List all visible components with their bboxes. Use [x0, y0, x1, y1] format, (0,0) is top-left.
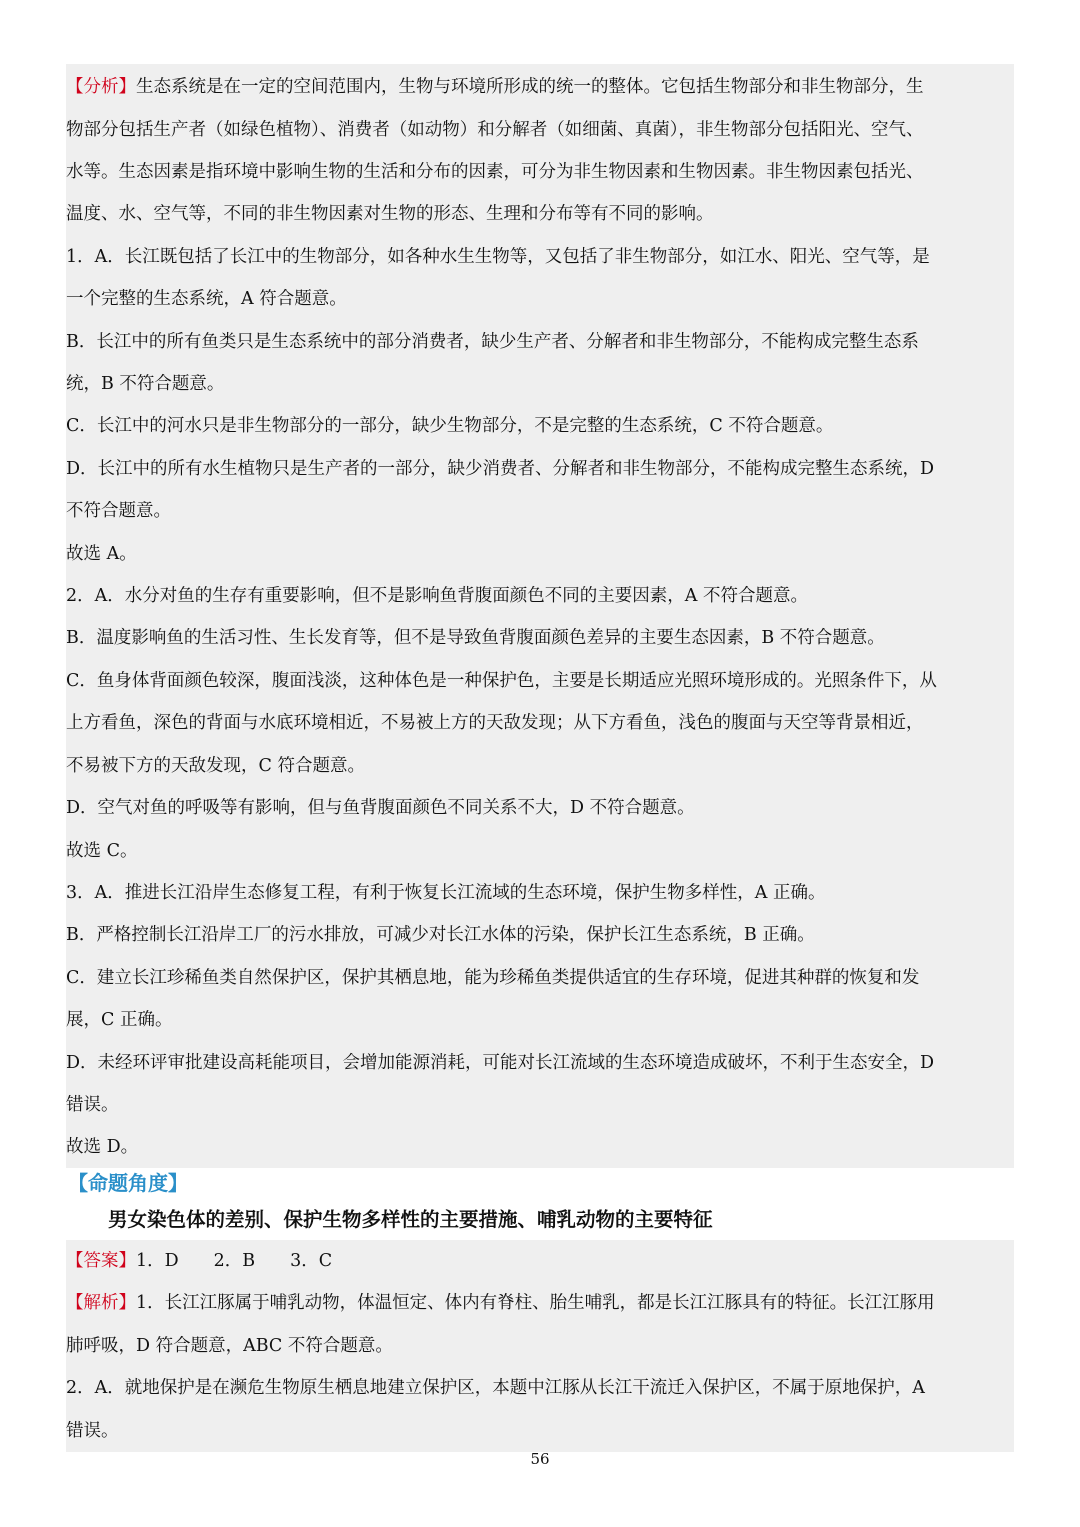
analysis-line: 温度、水、空气等，不同的非生物因素对生物的形态、生理和分布等有不同的影响。 [66, 204, 714, 224]
body-line: 1．A．长江既包括了长江中的生物部分，如各种水生生物等，又包括了非生物部分，如江水、阳光、空气等，是 [66, 247, 930, 267]
body-line: 不符合题意。 [66, 501, 171, 521]
body-line: 2．A．水分对鱼的生存有重要影响，但不是影响鱼背腹面颜色不同的主要因素，A 不符合题意。 [66, 586, 808, 606]
body-line: C．鱼身体背面颜色较深，腹面浅淡，这种体色是一种保护色，主要是长期适应光照环境形成的。光照条件下，从 [66, 671, 937, 691]
analysis-line: 物部分包括生产者（如绿色植物）、消费者（如动物）和分解者（如细菌、真菌），非生物部分包括阳光、空气、 [66, 120, 924, 140]
explain-line: 【解析】1．长江江豚属于哺乳动物，体温恒定、体内有脊柱、胎生哺乳，都是长江江豚具有的特征。长江江豚用 [66, 1293, 935, 1313]
analysis-panel [66, 64, 1014, 1168]
body-line: B．温度影响鱼的生活习性、生长发育等，但不是导致鱼背腹面颜色差异的主要生态因素，B 不符合题意。 [66, 628, 885, 648]
analysis-line: 水等。生态因素是指环境中影响生物的生活和分布的因素，可分为非生物因素和生物因素。非生物因素包括光、 [66, 162, 924, 182]
body-line: 错误。 [66, 1095, 119, 1115]
answer-tag: 【答案】 [66, 1251, 136, 1271]
body-line: 一个完整的生态系统，A 符合题意。 [66, 289, 347, 309]
body-line: D．长江中的所有水生植物只是生产者的一部分，缺少消费者、分解者和非生物部分，不能构成完整生态系统，D [66, 459, 935, 479]
answer-line [66, 1248, 1016, 1274]
body-line: B．长江中的所有鱼类只是生态系统中的部分消费者，缺少生产者、分解者和非生物部分，不能构成完整生态系 [66, 332, 919, 352]
body-line: 故选 A。 [66, 544, 137, 564]
analysis-tag: 【分析】 [66, 77, 136, 97]
body-line: 3．A．推进长江沿岸生态修复工程，有利于恢复长江流域的生态环境，保护生物多样性，A 正确。 [66, 883, 826, 903]
page-number: 56 [530, 1450, 550, 1468]
section-heading: 【命题角度】 [68, 1171, 188, 1195]
body-line: 上方看鱼，深色的背面与水底环境相近，不易被上方的天敌发现；从下方看鱼，浅色的腹面与天空等背景相近， [66, 713, 924, 733]
explain-line: 肺呼吸，D 符合题意，ABC 不符合题意。 [66, 1336, 393, 1356]
body-line: D．未经环评审批建设高耗能项目，会增加能源消耗，可能对长江流域的生态环境造成破坏，不利于生态安全，D [66, 1053, 935, 1073]
explain-line: 2．A．就地保护是在濒危生物原生栖息地建立保护区，本题中江豚从长江干流迁入保护区，不属于原地保护，A [66, 1378, 925, 1398]
body-line: D．空气对鱼的呼吸等有影响，但与鱼背腹面颜色不同关系不大，D 不符合题意。 [66, 798, 695, 818]
section-subheading: 男女染色体的差别、保护生物多样性的主要措施、哺乳动物的主要特征 [108, 1208, 713, 1231]
explain-tag: 【解析】 [66, 1293, 136, 1313]
body-line: 故选 D。 [66, 1137, 139, 1157]
body-line: 展，C 正确。 [66, 1010, 173, 1030]
body-line: 统，B 不符合题意。 [66, 374, 225, 394]
explain-line: 错误。 [66, 1421, 119, 1441]
body-line: 故选 C。 [66, 841, 138, 861]
body-line: C．建立长江珍稀鱼类自然保护区，保护其栖息地，能为珍稀鱼类提供适宜的生存环境，促进其种群的恢复和发 [66, 968, 920, 988]
answer-text: 1．D 2．B 3．C [136, 1251, 333, 1271]
body-line: C．长江中的河水只是非生物部分的一部分，缺少生物部分，不是完整的生态系统，C 不符合题意。 [66, 416, 834, 436]
analysis-line: 【分析】生态系统是在一定的空间范围内，生物与环境所形成的统一的整体。它包括生物部分和非生物部分，生 [66, 77, 924, 97]
body-line: B．严格控制长江沿岸工厂的污水排放，可减少对长江水体的污染，保护长江生态系统，B 正确。 [66, 925, 815, 945]
body-line: 不易被下方的天敌发现，C 符合题意。 [66, 756, 365, 776]
